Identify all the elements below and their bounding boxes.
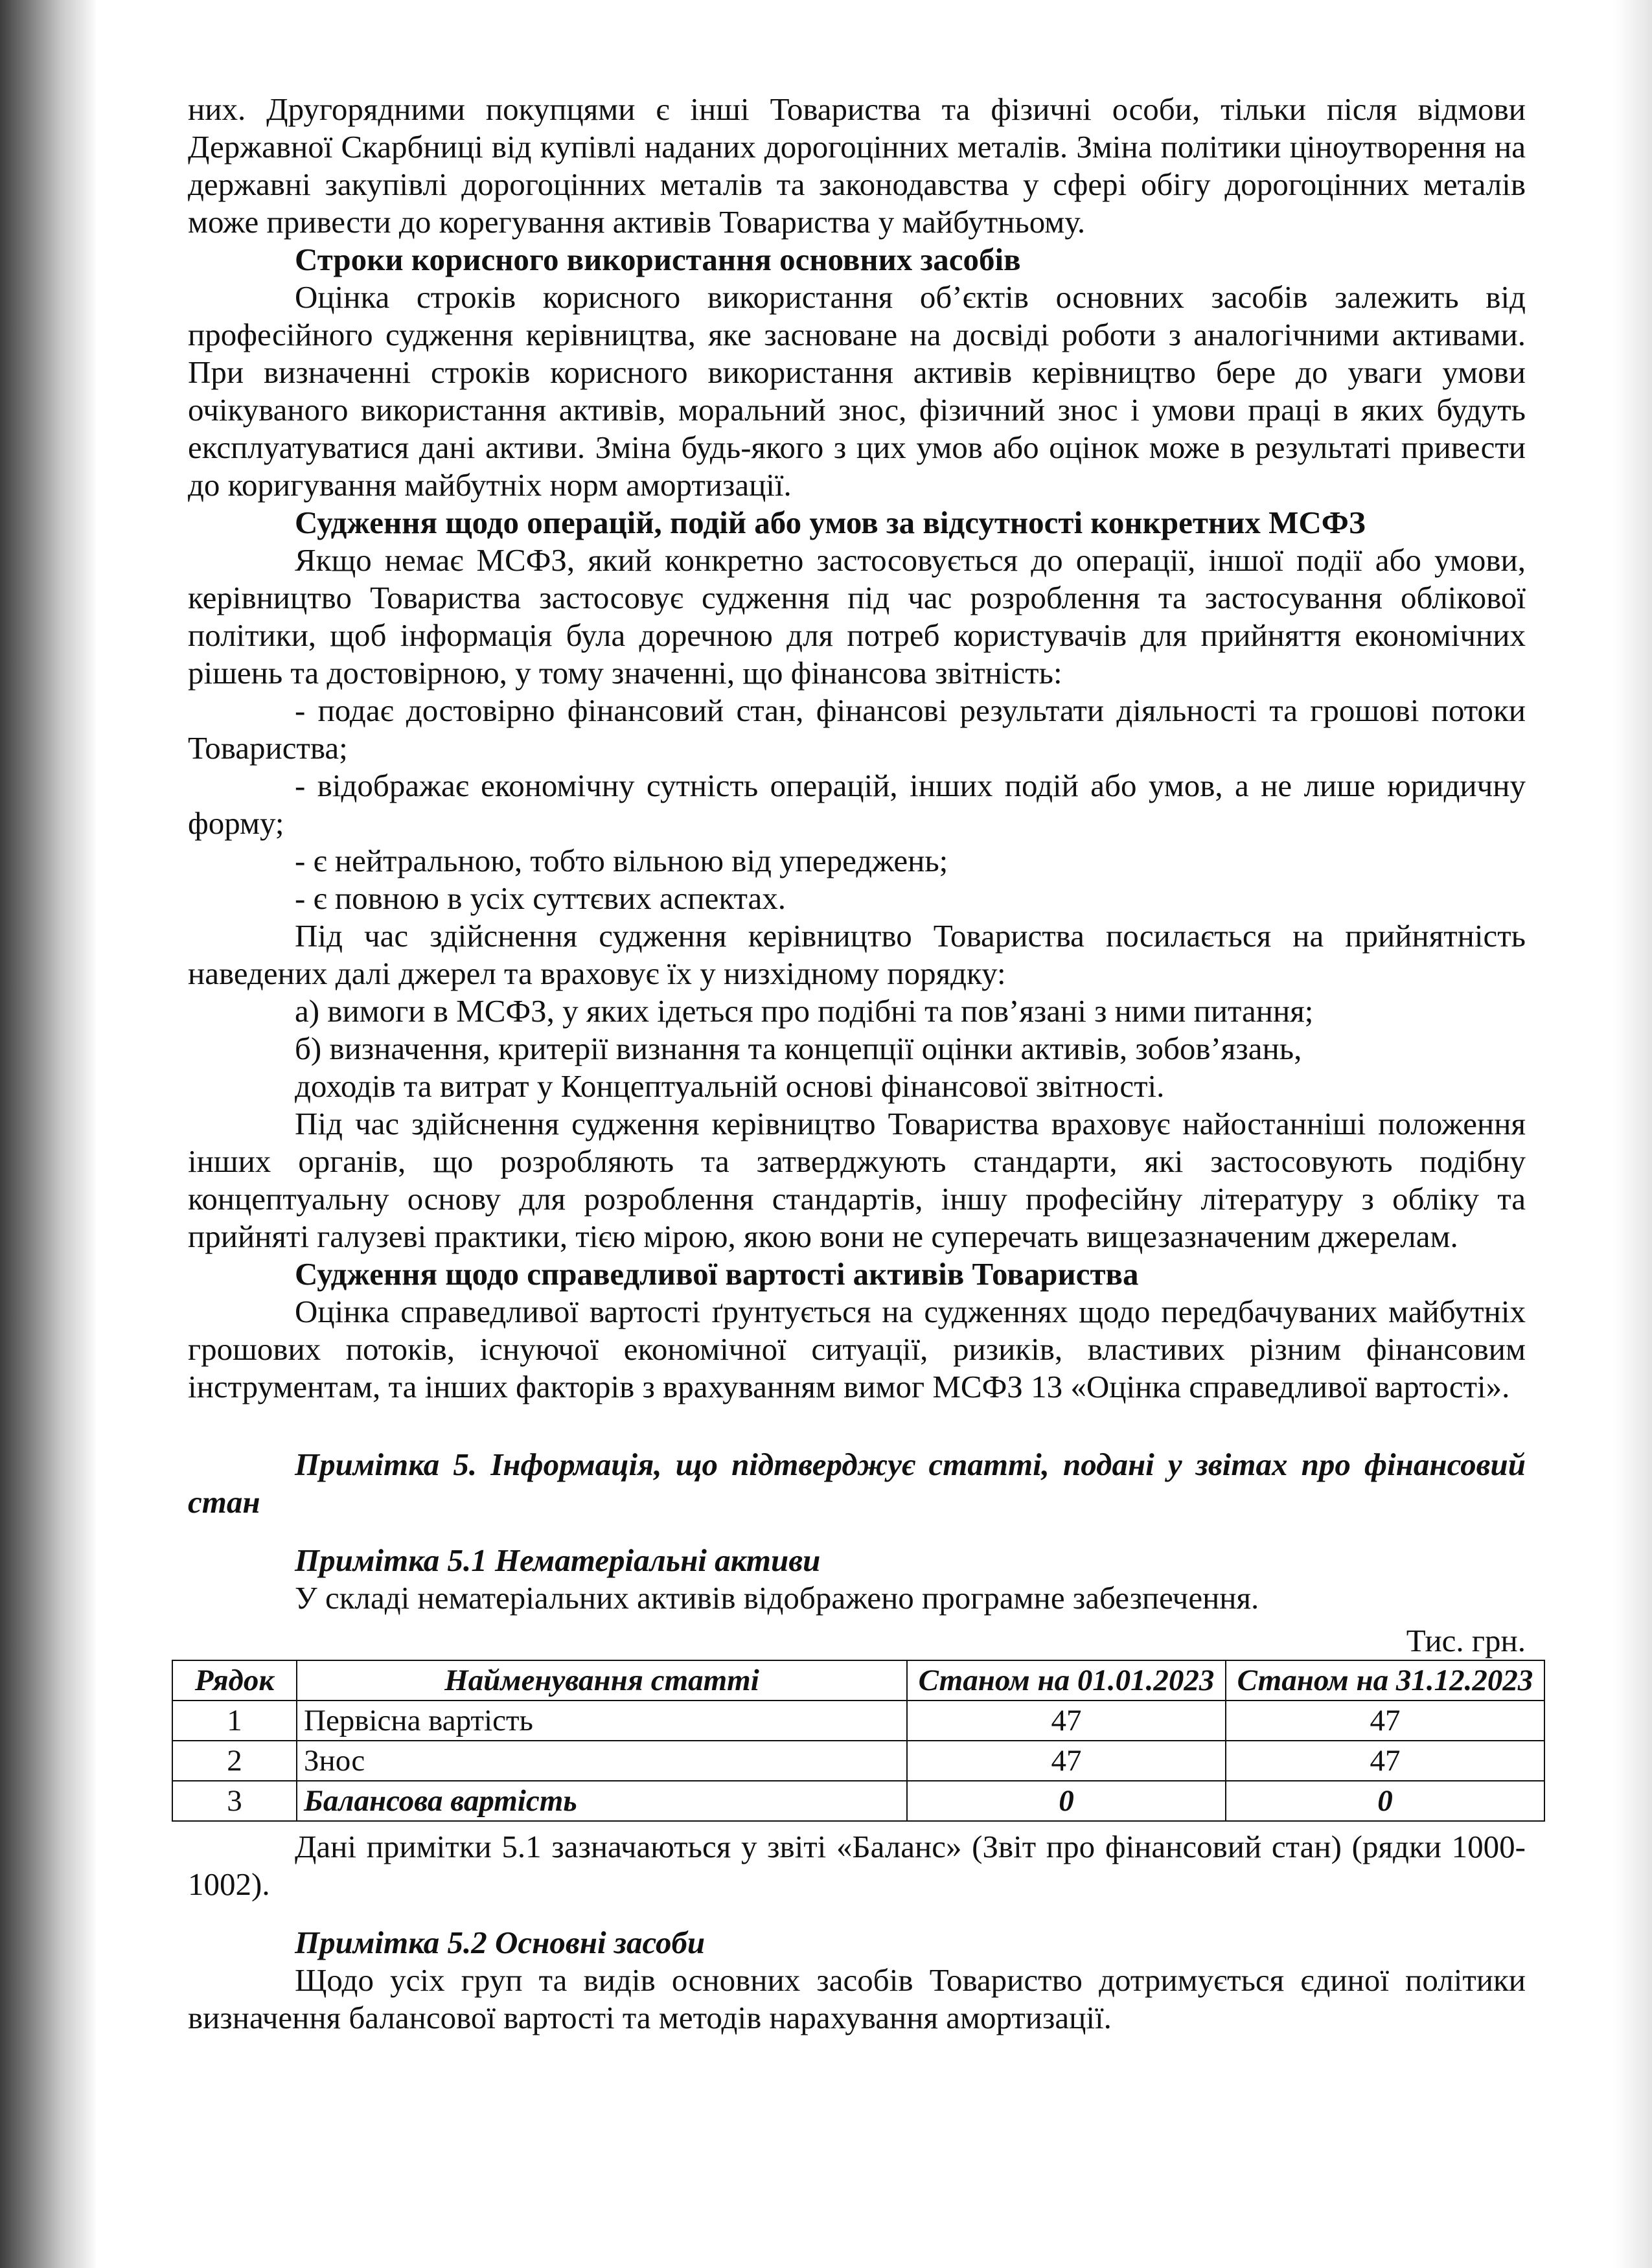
intangible-assets-table: [172, 1660, 1545, 1822]
table-cell: 0: [1226, 1781, 1544, 1821]
note-heading: Примітка 5.1 Нематеріальні активи: [295, 1542, 821, 1578]
paragraph: них. Другорядними покупцями є інші Товариства та фізичні особи, тільки після відмови Державної Скарбниці від купівлі наданих дорогоцінних металів. Зміна політики ціноутворення на державні закупівлі дорогоцінних металів та законодавства у сфері обігу дорогоцінних металів може привести до корегування активів Товариства у майбутньому.: [188, 91, 1526, 240]
section-heading: Строки корисного використання основних засобів: [295, 242, 1021, 277]
paragraph: Дані примітки 5.1 зазначаються у звіті «Баланс» (Звіт про фінансовий стан) (рядки 1000-1002).: [188, 1829, 1526, 1902]
paragraph: Якщо немає МСФЗ, який конкретно застосовується до операції, іншої події або умови, керівництво Товариства застосовує судження під час розроблення та застосування облікової політики, щоб інформація була доречною для потреб користувачів для прийняття економічних рішень та достовірною, у тому значенні, що фінансова звітність:: [188, 542, 1526, 691]
paragraph: Щодо усіх груп та видів основних засобів Товариство дотримується єдиної політики визначення балансової вартості та методів нарахування амортизації.: [188, 1962, 1526, 2035]
table-row-total: [172, 1781, 1544, 1821]
table-cell: 0: [907, 1781, 1226, 1821]
paragraph: Під час здійснення судження керівництво Товариства посилається на прийнятність наведених далі джерел та враховує їх у низхідному порядку:: [188, 918, 1526, 991]
table-cell: Знос: [297, 1741, 907, 1781]
spacer: [188, 1903, 1526, 1924]
note-heading: Примітка 5. Інформація, що підтверджує статті, подані у звітах про фінансовий стан: [188, 1447, 1526, 1520]
list-item: доходів та витрат у Концептуальній основі фінансової звітності.: [295, 1068, 1165, 1104]
list-item: а) вимоги в МСФЗ, у яких ідеться про подібні та пов’язані з ними питання;: [295, 993, 1314, 1029]
table-cell: Первісна вартість: [297, 1701, 907, 1741]
table-row: [172, 1741, 1544, 1781]
table-cell: 3: [172, 1781, 297, 1821]
table-cell: 47: [907, 1701, 1226, 1741]
list-item: - є нейтральною, тобто вільною від упереджень;: [295, 843, 948, 878]
table-cell: 1: [172, 1701, 297, 1741]
paragraph: Під час здійснення судження керівництво Товариства враховує найостанніші положення інших органів, що розробляють та затверджують стандарти, які застосовують подібну концептуальну основу для розроблення стандартів, іншу професійну літературу з обліку та прийняті галузеві практики, тією мірою, якою вони не суперечать вищезазначеним джерелам.: [188, 1106, 1526, 1254]
paragraph: Оцінка справедливої вартості ґрунтується на судженнях щодо передбачуваних майбутніх грошових потоків, існуючої економічної ситуації, ризиків, властивих різним фінансовим інструментам, та інших факторів з врахуванням вимог МСФЗ 13 «Оцінка справедливої вартості».: [188, 1294, 1526, 1404]
table-header-row: [172, 1660, 1544, 1701]
table-cell: Балансова вартість: [297, 1781, 907, 1821]
spacer: [188, 1406, 1526, 1446]
table-cell: 47: [1226, 1701, 1544, 1741]
document-page: [188, 91, 1533, 2037]
table-row: [172, 1701, 1544, 1741]
list-item: - є повною в усіх суттєвих аспектах.: [295, 880, 786, 916]
unit-label: Тис. грн.: [1406, 1623, 1526, 1658]
note-heading: Примітка 5.2 Основні засоби: [295, 1925, 706, 1960]
column-header: Рядок: [172, 1660, 297, 1701]
section-heading: Судження щодо справедливої вартості активів Товариства: [295, 1256, 1139, 1292]
list-item: б) визначення, критерії визнання та концепції оцінки активів, зобов’язань,: [295, 1031, 1302, 1066]
table-cell: 2: [172, 1741, 297, 1781]
table-cell: 47: [907, 1741, 1226, 1781]
list-item: - відображає економічну сутність операцій, інших подій або умов, а не лише юридичну форму;: [188, 768, 1526, 841]
scan-shadow-right: [1613, 0, 1652, 2268]
paragraph: У складі нематеріальних активів відображено програмне забезпечення.: [295, 1580, 1259, 1616]
column-header: Найменування статті: [297, 1660, 907, 1701]
list-item: - подає достовірно фінансовий стан, фінансові результати діяльності та грошові потоки Товариства;: [188, 693, 1526, 766]
spacer: [188, 1521, 1526, 1542]
section-heading: Судження щодо операцій, подій або умов за відсутності конкретних МСФЗ: [295, 505, 1366, 540]
paragraph: Оцінка строків корисного використання об’єктів основних засобів залежить від професійного судження керівництва, яке засноване на досвіді роботи з аналогічними активами. При визначенні строків корисного використання активів керівництво бере до уваги умови очікуваного використання активів, моральний знос, фізичний знос і умови праці в яких будуть експлуатуватися дані активи. Зміна будь-якого з цих умов або оцінок може в результаті привести до коригування майбутніх норм амортизації.: [188, 279, 1526, 503]
column-header: Станом на 31.12.2023: [1226, 1660, 1544, 1701]
scan-shadow-left: [0, 0, 97, 2268]
column-header: Станом на 01.01.2023: [907, 1660, 1226, 1701]
table-cell: 47: [1226, 1741, 1544, 1781]
